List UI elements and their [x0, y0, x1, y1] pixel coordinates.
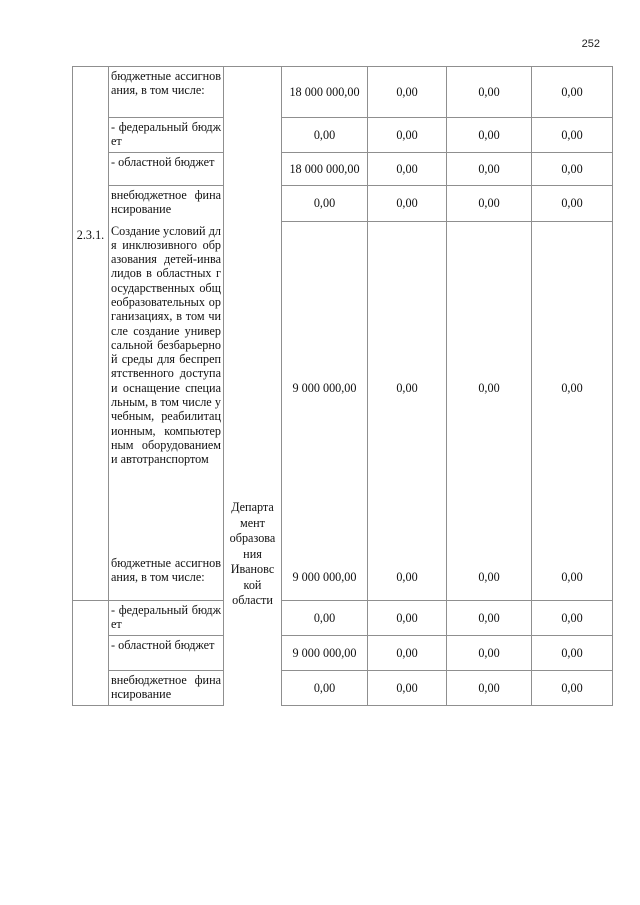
- value-cell: 0,00: [368, 222, 447, 554]
- value-cell: 0,00: [447, 671, 532, 706]
- table-row: [73, 118, 613, 153]
- table-row: [73, 222, 613, 554]
- value-cell: 0,00: [447, 67, 532, 118]
- value-cell: 0,00: [532, 636, 613, 671]
- value-cell: 9 000 000,00: [282, 222, 368, 554]
- table-row: [73, 67, 613, 118]
- value-cell: 0,00: [532, 601, 613, 636]
- value-cell: 0,00: [447, 601, 532, 636]
- value-cell: 0,00: [447, 222, 532, 554]
- value-cell: 9 000 000,00: [282, 554, 368, 601]
- value-cell: 0,00: [368, 636, 447, 671]
- value-cell: 0,00: [282, 186, 368, 222]
- table-row: [73, 186, 613, 222]
- value-cell: 0,00: [447, 186, 532, 222]
- value-cell: 0,00: [368, 554, 447, 601]
- value-cell: 0,00: [368, 153, 447, 186]
- executor-cell: [224, 67, 282, 706]
- value-cell: 0,00: [532, 554, 613, 601]
- value-cell: 0,00: [532, 67, 613, 118]
- value-cell: 0,00: [532, 222, 613, 554]
- value-cell: 0,00: [532, 186, 613, 222]
- table-row: [73, 601, 613, 636]
- table-row: [73, 671, 613, 706]
- row-name: бюджетные ассигнования, в том числе:: [109, 554, 224, 601]
- row-name: - федеральный бюджет: [109, 601, 224, 636]
- row-name: - федеральный бюджет: [109, 118, 224, 153]
- value-cell: 0,00: [447, 153, 532, 186]
- budget-table: [72, 66, 613, 706]
- value-cell: 0,00: [282, 601, 368, 636]
- value-cell: 0,00: [368, 67, 447, 118]
- value-cell: 0,00: [368, 186, 447, 222]
- row-name: внебюджетное финансирование: [109, 671, 224, 706]
- value-cell: 9 000 000,00: [282, 636, 368, 671]
- item-number: 2.3.1.: [73, 222, 109, 601]
- value-cell: 0,00: [282, 671, 368, 706]
- value-cell: 18 000 000,00: [282, 67, 368, 118]
- executor-label: Департа мент образова ния Ивановс кой области: [229, 500, 276, 607]
- item-number-cell-bottom: [73, 601, 109, 706]
- row-name: - областной бюджет: [109, 153, 224, 186]
- row-name: бюджетные ассигнования, в том числе:: [109, 67, 224, 118]
- value-cell: 0,00: [282, 118, 368, 153]
- table-row: [73, 153, 613, 186]
- value-cell: 0,00: [532, 671, 613, 706]
- value-cell: 0,00: [368, 601, 447, 636]
- item-number-cell-top: [73, 67, 109, 222]
- value-cell: 0,00: [447, 636, 532, 671]
- table-row: [73, 554, 613, 601]
- table-row: [73, 636, 613, 671]
- row-name: - областной бюджет: [109, 636, 224, 671]
- value-cell: 18 000 000,00: [282, 153, 368, 186]
- row-name: Создание условий для инклюзивного образования детей-инвалидов в областных государственных общеобразовательных организациях, в том числе создание универсальной безбарьерной среды для беспрепятственного доступа и оснащение специальным, в том числе учебным, реабилитационным, компьютерным оборудованием и автотранспортом: [109, 222, 224, 554]
- row-name: внебюджетное финансирование: [109, 186, 224, 222]
- value-cell: 0,00: [447, 118, 532, 153]
- value-cell: 0,00: [532, 153, 613, 186]
- page-number: 252: [581, 38, 600, 50]
- value-cell: 0,00: [368, 118, 447, 153]
- value-cell: 0,00: [532, 118, 613, 153]
- value-cell: 0,00: [447, 554, 532, 601]
- value-cell: 0,00: [368, 671, 447, 706]
